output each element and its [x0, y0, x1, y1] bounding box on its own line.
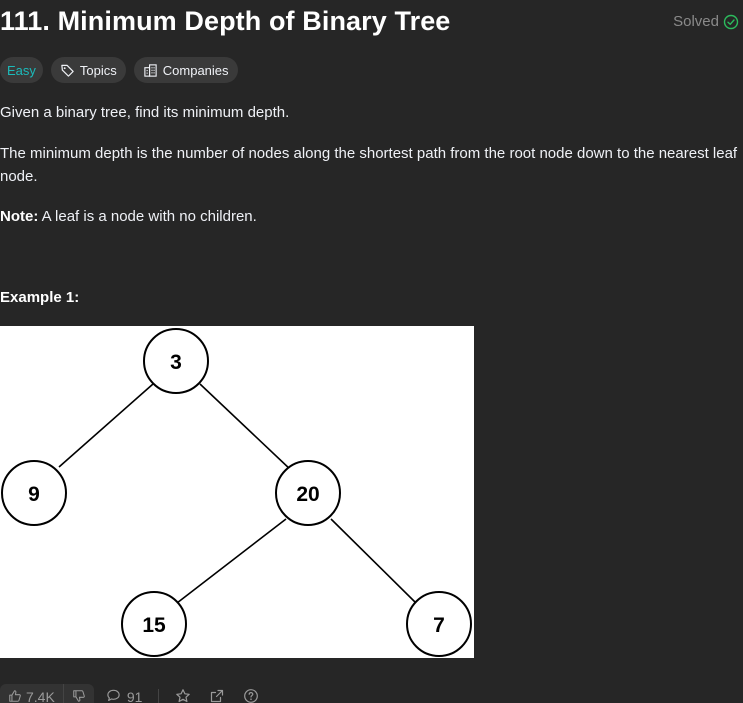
- vote-group: [0, 684, 94, 703]
- tree-node-label: 15: [142, 614, 166, 637]
- tree-node-label: 20: [296, 483, 320, 506]
- note-text: A leaf is a node with no children.: [38, 208, 257, 225]
- comments-button[interactable]: [106, 688, 143, 703]
- example-title: Example 1:: [0, 289, 80, 306]
- difficulty-badge[interactable]: [0, 57, 43, 83]
- footer-toolbar: [0, 684, 277, 703]
- description-paragraph-2: The minimum depth is the number of nodes along the shortest path from the root node down to the nearest leaf node.: [0, 145, 738, 185]
- help-icon: [243, 688, 259, 703]
- help-button[interactable]: [243, 688, 259, 703]
- topics-button[interactable]: [51, 57, 126, 83]
- check-circle-icon: [723, 14, 739, 30]
- topics-label: Topics: [79, 62, 117, 78]
- thumbs-up-icon: [8, 689, 22, 703]
- thumbs-down-icon: [72, 689, 86, 703]
- star-icon: [175, 688, 191, 703]
- tag-row: [0, 57, 238, 83]
- favorite-button[interactable]: [175, 688, 191, 703]
- problem-title: 111. Minimum Depth of Binary Tree: [0, 6, 451, 36]
- solved-label: Solved: [673, 13, 719, 30]
- tree-node-label: 7: [433, 614, 445, 637]
- description-paragraph-1: Given a binary tree, find its minimum depth.: [0, 104, 290, 121]
- like-button[interactable]: [0, 684, 63, 703]
- tree-edge: [59, 384, 153, 467]
- share-icon: [209, 688, 225, 703]
- example-tree-image: [0, 326, 474, 658]
- companies-label: Companies: [162, 62, 229, 78]
- building-icon: [143, 63, 158, 78]
- tree-edge: [177, 519, 286, 603]
- share-button[interactable]: [209, 688, 225, 703]
- tag-icon: [60, 63, 75, 78]
- tree-edge: [331, 519, 416, 603]
- difficulty-label: Easy: [7, 62, 36, 78]
- comment-icon: [106, 688, 121, 703]
- solved-status: [673, 13, 739, 30]
- toolbar-divider: [158, 689, 159, 703]
- note-label: Note:: [0, 208, 39, 225]
- comment-count: 91: [126, 689, 143, 703]
- note-paragraph: [0, 205, 743, 228]
- tree-edge: [200, 384, 292, 471]
- dislike-button[interactable]: [63, 684, 94, 703]
- like-count: 7.4K: [26, 689, 55, 703]
- tree-node-label: 3: [170, 351, 182, 374]
- companies-button[interactable]: [134, 57, 238, 83]
- tree-node-label: 9: [28, 483, 40, 506]
